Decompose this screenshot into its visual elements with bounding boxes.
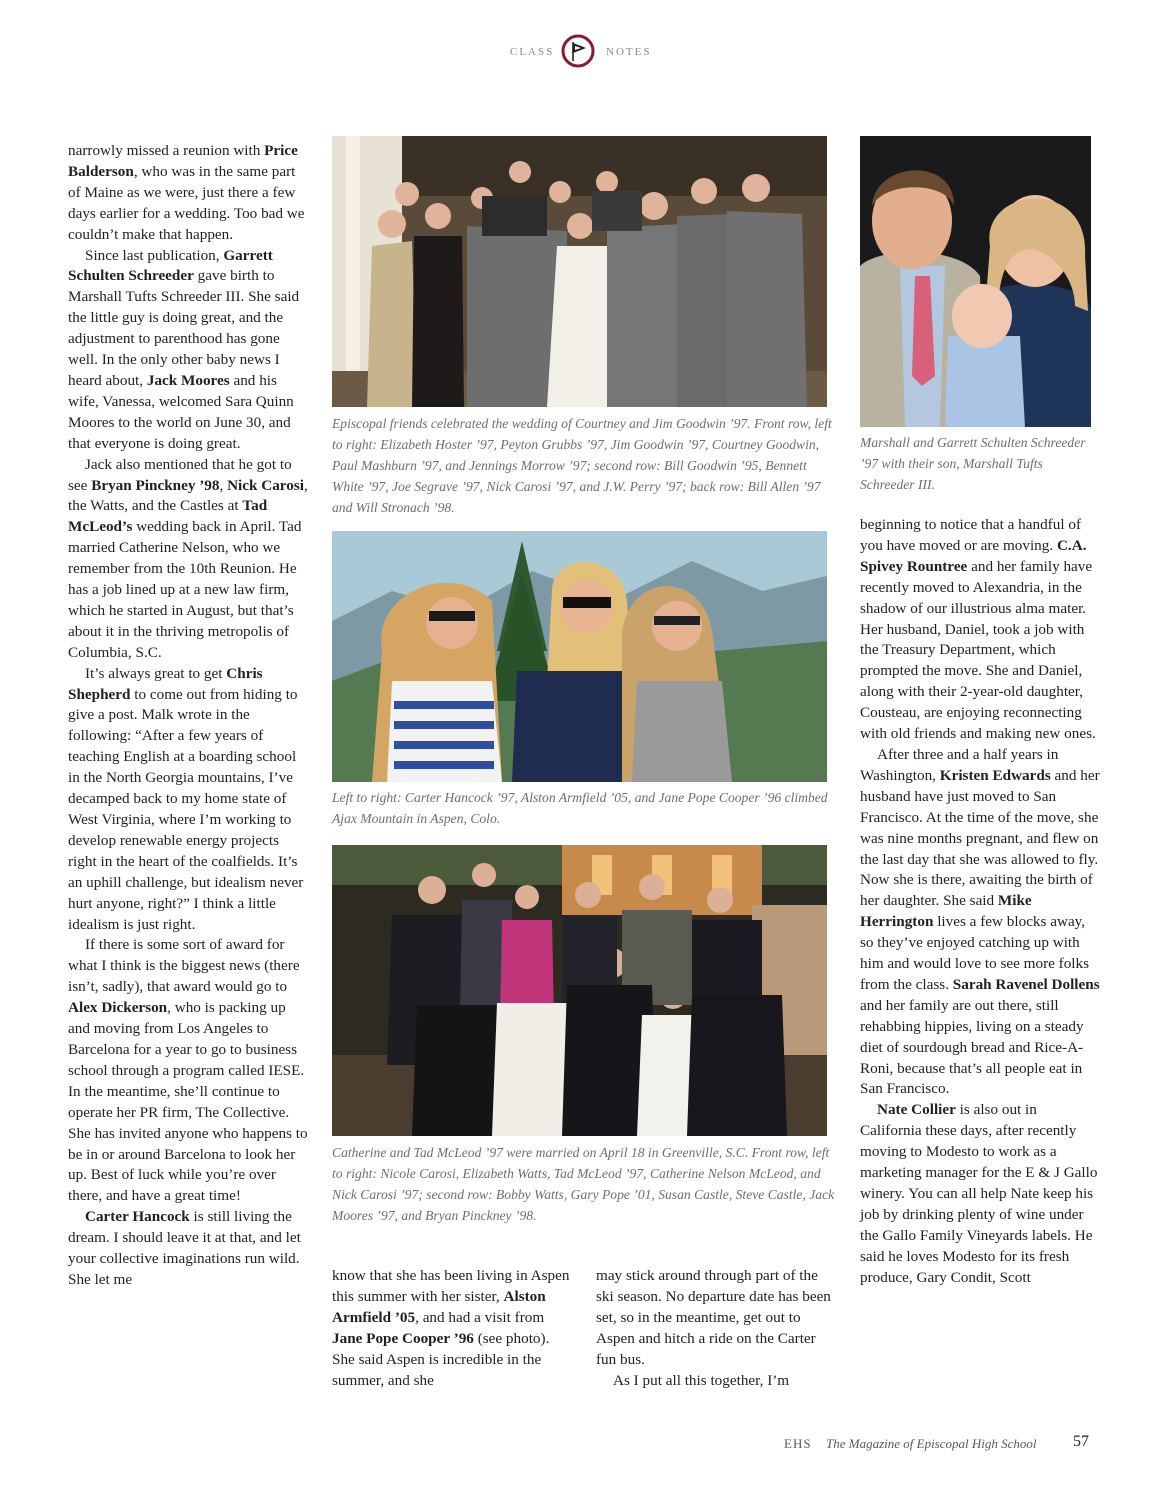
bold-name: Kristen Edwards (939, 766, 1051, 784)
magazine-title: The Magazine of Episcopal High School (826, 1436, 1037, 1451)
paragraph (68, 664, 308, 936)
photo-aspen-ajax-mountain (332, 531, 827, 782)
text-run: is also out in California these days, after recently moving to Modesto to work as a marketing manager for the E & J Gallo winery. You can all help Nate keep his job by drinking plenty of wine under the Gallo Family Vineyards labels. He said he loves Modesto for its fresh produce, Gary Condit, Scott (860, 1101, 1098, 1286)
page-number: 57 (1073, 1433, 1089, 1450)
pennant-logo-icon (561, 34, 595, 68)
text-run: It’s always great to get (85, 664, 227, 682)
text-run: know that she has been living in Aspen this summer with her sister, (332, 1267, 570, 1305)
header-right-word: NOTES (606, 46, 652, 58)
text-run: and her husband have just moved to San Francisco. At the time of the move, she was nine months pregnant, and flew on the last day that she was allowed to fly. Now she is there, awaiting the birth of her daughter. She said (860, 766, 1100, 910)
column-3 (596, 1266, 836, 1391)
text-run: beginning to notice that a handful of you have moved or are moving. (860, 516, 1082, 554)
text-run: , who is packing up and moving from Los Angeles to Barcelona for a year to go to business school through a program called IESE. In the meantime, she’ll continue to operate her PR firm, The Collective. She has invited anyone who happens to be in or around Barcelona to look her up. Best of luck while you’re over there, and have a great time! (68, 999, 308, 1205)
bold-name: Alex Dickerson (68, 999, 168, 1017)
text-run: (see photo). She said Aspen is incredible in the summer, and she (332, 1329, 550, 1389)
paragraph (68, 935, 308, 1207)
caption-schreeder: Marshall and Garrett Schulten Schreeder ’97 with their son, Marshall Tufts Schreeder III. (860, 435, 1086, 492)
bold-name: Bryan Pinckney ’98 (91, 476, 220, 494)
bold-name: Mike Herrington (860, 892, 1032, 931)
text-run: is still living the dream. I should leave it at that, and let your collective imaginations run wild. She let me (68, 1208, 301, 1288)
bold-name: Nick Carosi (227, 476, 304, 494)
bold-name: Chris Shepherd (68, 664, 263, 703)
paragraph (860, 1100, 1100, 1288)
text-run: lives a few blocks away, so they’ve enjoyed catching up with him and would love to see more folks from the class. (860, 913, 1090, 993)
column-2 (332, 1266, 572, 1391)
bold-name: Alston Armfield ’05 (332, 1287, 546, 1326)
text-run: After three and a half years in Washington, (860, 745, 1059, 784)
paragraph (860, 745, 1100, 1100)
publication-name: EHS (784, 1436, 812, 1451)
bold-name: Tad McLeod’s (68, 497, 268, 536)
paragraph (68, 141, 308, 246)
text-run: and her family have recently moved to Alexandria, in the shadow of our illustrious alma mater. Her husband, Daniel, took a job with the Treasury Department, which prompted the move. She and Daniel, along with their 2-year-old daughter, Cousteau, are enjoying reconnecting with old friends and making new ones. (860, 557, 1096, 743)
text-run: , and had a visit from (415, 1308, 545, 1326)
bold-name: Carter Hancock (85, 1208, 190, 1226)
text-run: to come out from hiding to give a post. Malk wrote in the following: “After a few years of teaching English at a boarding school in the North Georgia mountains, I’ve decamped back to my home state of West Virginia, where I’m working to develop renewable energy projects right in the heart of the coalfields. It’s an uphill challenge, but idealism never hurt anyone, right?” I think a little idealism is just right. (68, 685, 304, 933)
column-1 (68, 141, 308, 1291)
paragraph (596, 1371, 836, 1392)
bold-name: Jack Moores (146, 371, 230, 389)
text-run: and her family are out there, still rehabbing hippies, living on a steady diet of sourdough bread and Rice-A-Roni, because that’s all people eat in San Francisco. (860, 996, 1084, 1098)
photo-goodwin-wedding (332, 136, 827, 407)
caption-goodwin-wedding: Episcopal friends celebrated the wedding of Courtney and Jim Goodwin ’97. Front row, left to right: Elizabeth Hoster ’97, Peyton Grubbs ’97, Jim Goodwin ’97, Courtney Goodwin, Paul Mashburn ’97, and Jennings Morrow ’97; second row: Bill Goodwin ’95, Bennett White ’97, Joe Segrave ’97, Nick Carosi ’97, and J.W. Perry ’97; back row: Bill Allen ’97 and Will Stronach ’98. (332, 416, 832, 515)
bold-name: Nate Collier (877, 1101, 956, 1119)
caption-mcleod-wedding: Catherine and Tad McLeod ’97 were married on April 18 in Greenville, S.C. Front row, left to right: Nicole Carosi, Elizabeth Watts, Tad McLeod ’97, Catherine Nelson McLeod, and Nick Carosi ’97; second row: Bobby Watts, Gary Pope ’01, Susan Castle, Steve Castle, Jack Moores ’97, and Bryan Pinckney ’98. (332, 1145, 835, 1223)
text-run: gave birth to Marshall Tufts Schreeder III. She said the little guy is doing great, and the adjustment to parenthood has gone well. In the only other baby news I heard about, (68, 267, 300, 389)
column-4 (860, 515, 1100, 1289)
text-run: and his wife, Vanessa, welcomed Sara Quinn Moores to the world on June 30, and that everyone is doing great. (68, 371, 294, 452)
bold-name: C.A. Spivey Rountree (860, 536, 1087, 575)
text-run: may stick around through part of the ski season. No departure date has been set, so in the meantime, get out to Aspen and hitch a ride on the Carter fun bus. (596, 1267, 831, 1368)
caption-aspen: Left to right: Carter Hancock ’97, Alston Armfield ’05, and Jane Pope Cooper ’96 climbed Ajax Mountain in Aspen, Colo. (332, 790, 828, 826)
text-run: , who was in the same part of Maine as we were, just there a few days earlier for a wedding. Too bad we couldn’t make that happen. (68, 162, 305, 243)
paragraph (68, 246, 308, 455)
bold-name: Price Balderson (68, 142, 298, 180)
paragraph (68, 455, 308, 664)
paragraph (332, 1266, 572, 1391)
text-run: narrowly missed a reunion with (68, 142, 265, 159)
paragraph (596, 1266, 836, 1371)
text-run: , the Watts, and the Castles at (68, 476, 308, 515)
page-header (0, 34, 1159, 74)
text-run: Jack also mentioned that he got to see (68, 455, 292, 494)
text-run: If there is some sort of award for what I think is the biggest news (there isn’t, sadly), that award would go to (68, 936, 300, 996)
bold-name: Jane Pope Cooper ’96 (332, 1329, 474, 1347)
bold-name: Garrett Schulten Schreeder (68, 246, 273, 285)
photo-schreeder-family (860, 136, 1091, 427)
paragraph (860, 515, 1100, 745)
text-run: , (219, 476, 228, 494)
header-left-word: CLASS (510, 46, 555, 58)
page-footer (0, 1433, 1159, 1455)
text-run: Since last publication, (85, 246, 224, 264)
paragraph (68, 1207, 308, 1291)
text-run: wedding back in April. Tad married Catherine Nelson, who we remember from the 10th Reunion. He has a job lined up at a new law firm, which he started in August, but that’s about it in the thriving metropolis of Columbia, S.C. (68, 518, 302, 661)
text-run: As I put all this together, I’m (613, 1371, 790, 1389)
bold-name: Sarah Ravenel Dollens (952, 975, 1100, 993)
photo-mcleod-wedding (332, 845, 827, 1136)
